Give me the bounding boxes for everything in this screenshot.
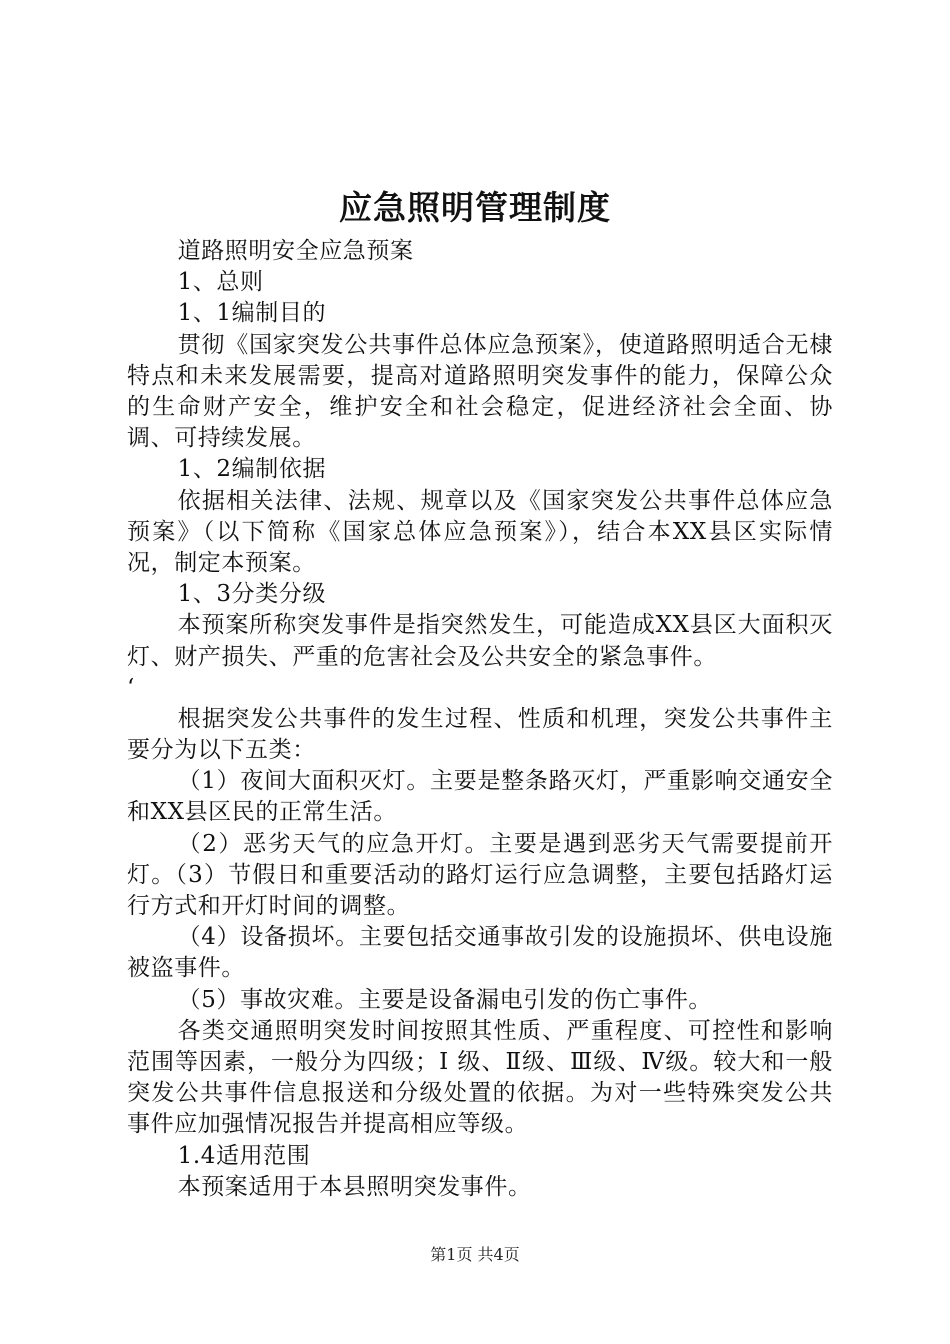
subsection-heading: 1、2编制依据 xyxy=(177,456,327,483)
paragraph: 各类交通照明突发时间按照其性质、严重程度、可控性和影响范围等因素，一般分为四级；Ⅰ 级、Ⅱ级、Ⅲ级、Ⅳ级。较大和一般突发公共事件信息报送和分级处置的依据。为对一些特殊突发公共事件应加强情况报告并提高相应等级。 xyxy=(127,1017,833,1138)
subsection-heading: 1.4适用范围 xyxy=(177,1142,311,1169)
list-item: （1）夜间大面积灭灯。主要是整条路灭灯，严重影响交通安全和XX县区民的正常生活。 xyxy=(127,768,833,826)
subsection-heading: 1、1编制目的 xyxy=(177,300,327,327)
list-item: （5）事故灾难。主要是设备漏电引发的伤亡事件。 xyxy=(177,986,713,1013)
section-heading: 1、总则 xyxy=(177,269,264,296)
list-item: （2）恶劣天气的应急开灯。主要是遇到恶劣天气需要提前开灯。（3）节假日和重要活动的路灯运行应急调整，主要包括路灯运行方式和开灯时间的调整。 xyxy=(127,830,833,920)
document-title: 应急照明管理制度 xyxy=(339,188,611,227)
paragraph: 贯彻《国家突发公共事件总体应急预案》，使道路照明适合无棣特点和未来发展需要，提高对道路照明突发事件的能力，保障公众的生命财产安全，维护安全和社会稳定，促进经济社会全面、协调、可持续发展。 xyxy=(127,331,833,452)
paragraph: 本预案适用于本县照明突发事件。 xyxy=(177,1173,532,1200)
document-body xyxy=(127,236,833,1203)
section-heading: 道路照明安全应急预案 xyxy=(177,238,414,264)
subsection-heading: 1、3分类分级 xyxy=(177,581,327,608)
page-number: 第1页 共4页 xyxy=(430,1245,520,1264)
list-item: （4）设备损坏。主要包括交通事故引发的设施损坏、供电设施被盗事件。 xyxy=(127,924,833,982)
stray-mark: ‘ xyxy=(127,674,135,701)
paragraph: 本预案所称突发事件是指突然发生，可能造成XX县区大面积灭灯、财产损失、严重的危害社会及公共安全的紧急事件。 xyxy=(127,612,833,670)
paragraph: 根据突发公共事件的发生过程、性质和机理，突发公共事件主要分为以下五类： xyxy=(127,705,833,764)
paragraph: 依据相关法律、法规、规章以及《国家突发公共事件总体应急预案》（以下简称《国家总体应急预案》），结合本XX县区实际情况，制定本预案。 xyxy=(127,487,833,577)
